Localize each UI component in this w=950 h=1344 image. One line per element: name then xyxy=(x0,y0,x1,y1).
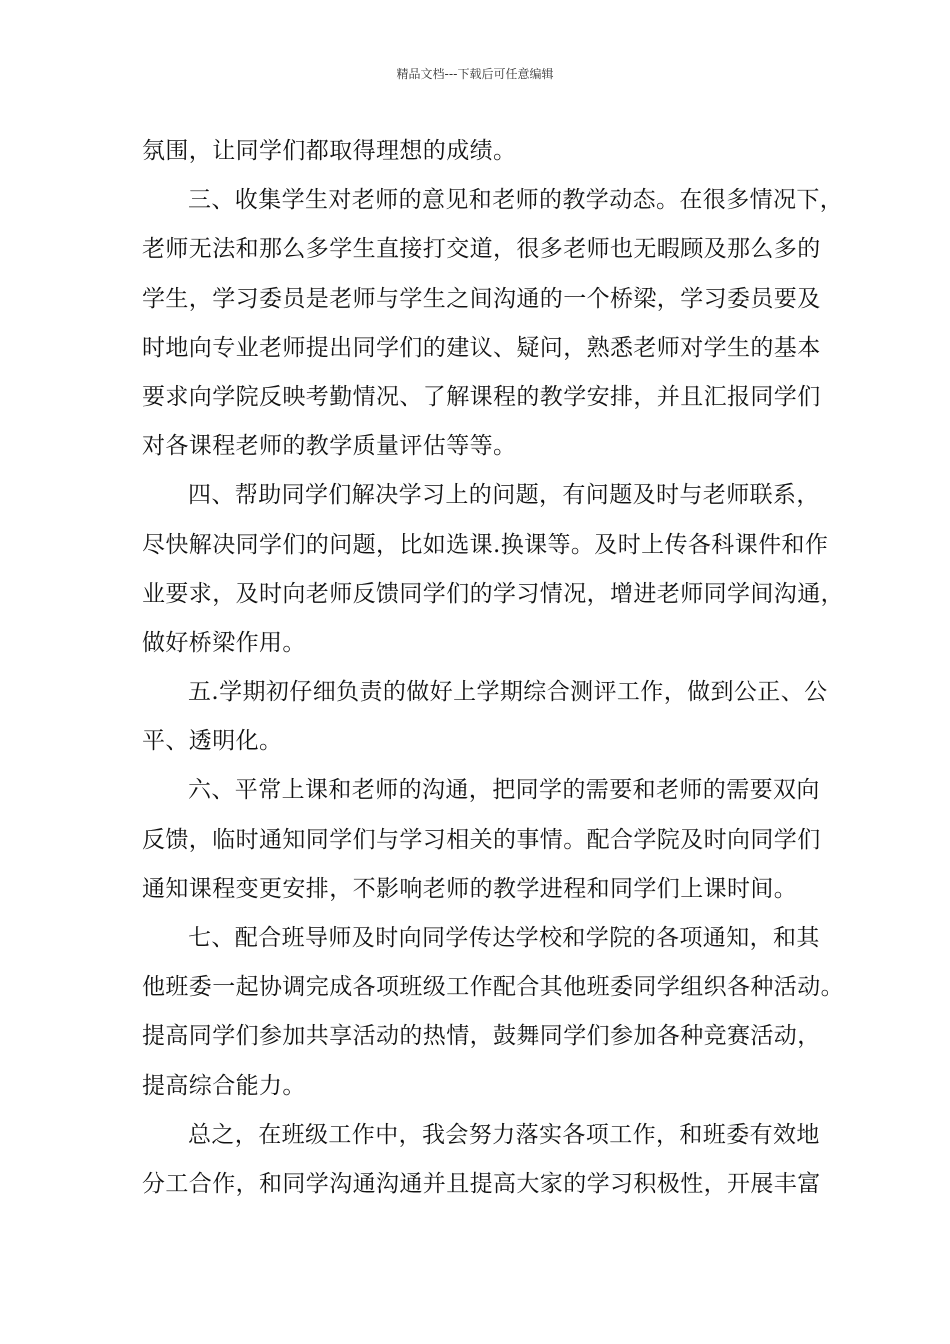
document-body xyxy=(142,127,844,1209)
text-line: 尽快解决同学们的问题，比如选课.换课等。及时上传各科课件和作 xyxy=(142,531,829,558)
text-line: 六、平常上课和老师的沟通，把同学的需要和老师的需要双向 xyxy=(188,777,820,804)
text-line: 分工合作，和同学沟通沟通并且提高大家的学习积极性，开展丰富 xyxy=(142,1170,821,1197)
text-line: 五.学期初仔细负责的做好上学期综合测评工作，做到公正、公 xyxy=(188,679,828,706)
text-line: 对各课程老师的教学质量评估等等。 xyxy=(142,433,517,460)
text-line: 通知课程变更安排，不影响老师的教学进程和同学们上课时间。 xyxy=(142,875,798,902)
text-line: 总之，在班级工作中，我会努力落实各项工作，和班委有效地 xyxy=(188,1121,820,1148)
text-line: 反馈，临时通知同学们与学习相关的事情。配合学院及时向同学们 xyxy=(142,826,821,853)
text-line: 老师无法和那么多学生直接打交道，很多老师也无暇顾及那么多的 xyxy=(142,236,821,263)
text-line: 氛围，让同学们都取得理想的成绩。 xyxy=(142,138,517,164)
text-line: 要求向学院反映考勤情况、了解课程的教学安排，并且汇报同学们 xyxy=(142,383,821,410)
text-line: 七、配合班导师及时向同学传达学校和学院的各项通知，和其 xyxy=(188,925,820,951)
text-line: 学生，学习委员是老师与学生之间沟通的一个桥梁，学习委员要及 xyxy=(142,285,821,312)
text-line: 四、帮助同学们解决学习上的问题，有问题及时与老师联系， xyxy=(188,482,820,509)
text-line: 提高综合能力。 xyxy=(142,1072,306,1099)
page-header: 精品文档---下载后可任意编辑 xyxy=(396,67,554,81)
text-line: 时地向专业老师提出同学们的建议、疑问，熟悉老师对学生的基本 xyxy=(142,334,821,361)
text-line: 平、透明化。 xyxy=(142,728,283,755)
text-line: 他班委一起协调完成各项班级工作配合其他班委同学组织各种活动。 xyxy=(142,974,844,1001)
text-line: 业要求，及时向老师反馈同学们的学习情况，增进老师同学间沟通， xyxy=(142,580,844,607)
text-line: 做好桥梁作用。 xyxy=(142,629,306,656)
text-line: 三、收集学生对老师的意见和老师的教学动态。在很多情况下， xyxy=(188,187,844,214)
text-line: 提高同学们参加共享活动的热情，鼓舞同学们参加各种竞赛活动， xyxy=(142,1023,821,1050)
